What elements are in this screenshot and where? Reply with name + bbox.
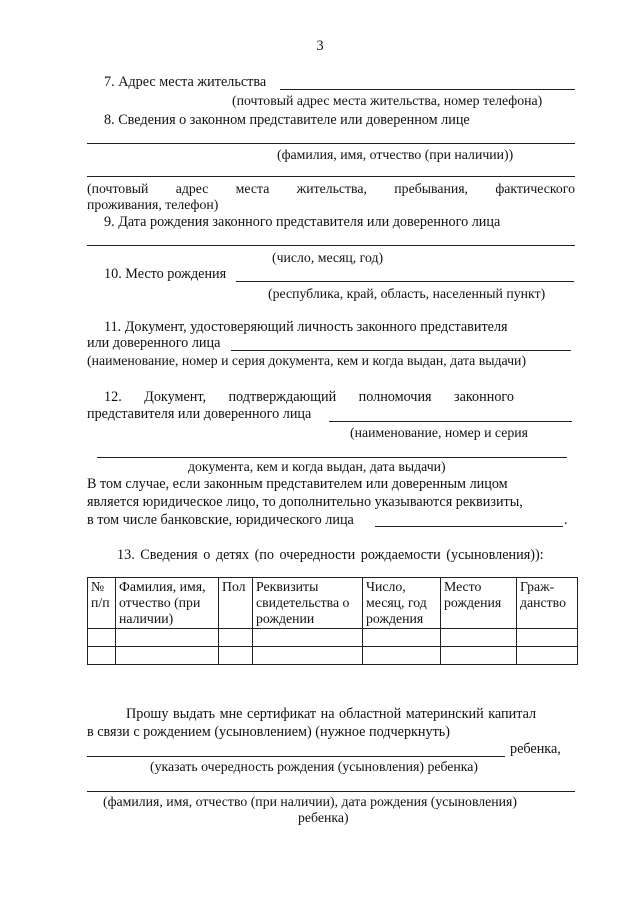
col-header-fio: Фамилия, имя, отчество (при наличии) xyxy=(116,578,219,629)
item10-caption: (республика, край, область, населенный пункт) xyxy=(268,286,546,301)
table-cell[interactable] xyxy=(116,629,219,647)
item8-fio-field[interactable] xyxy=(87,143,575,144)
children-table xyxy=(87,577,578,665)
page-number: 3 xyxy=(316,38,324,54)
table-cell[interactable] xyxy=(88,647,116,665)
col-header-certificate: Реквизиты свидетельства о рождении xyxy=(253,578,363,629)
table-cell[interactable] xyxy=(116,647,219,665)
request-line1: Прошу выдать мне сертификат на областной материнский капитал xyxy=(126,706,537,722)
item7-caption: (почтовый адрес места жительства, номер телефона) xyxy=(232,93,543,108)
table-cell[interactable] xyxy=(253,647,363,665)
item8-address-field[interactable] xyxy=(87,176,575,177)
table-cell[interactable] xyxy=(88,629,116,647)
col-header-sex: Пол xyxy=(219,578,253,629)
request-order-field[interactable] xyxy=(87,756,505,757)
table-cell[interactable] xyxy=(517,647,578,665)
table-cell[interactable] xyxy=(219,629,253,647)
col-header-birthdate: Число, месяц, год рождения xyxy=(363,578,441,629)
table-cell[interactable] xyxy=(363,629,441,647)
col-header-birthplace: Место рождения xyxy=(441,578,517,629)
request-line2: в связи с рождением (усыновлением) (нужное подчеркнуть) xyxy=(87,724,451,740)
table-cell[interactable] xyxy=(517,629,578,647)
item11-line1: 11. Документ, удостоверяющий личность законного представителя xyxy=(104,319,508,335)
request-line3-end: ребенка, xyxy=(510,741,561,757)
item10-birthplace-field[interactable] xyxy=(236,281,574,282)
children-table-header xyxy=(88,578,578,629)
item12-document-field-2[interactable] xyxy=(97,457,567,458)
table-cell[interactable] xyxy=(441,629,517,647)
table-cell[interactable] xyxy=(441,647,517,665)
request-caption-order: (указать очередность рождения (усыновления) ребенка) xyxy=(150,759,479,774)
item12-caption-part1: (наименование, номер и серия xyxy=(350,425,528,440)
request-caption-child2: ребенка) xyxy=(298,810,349,825)
item12-caption-part2: документа, кем и когда выдан, дата выдачи) xyxy=(188,459,446,474)
item7-label: 7. Адрес места жительства xyxy=(104,74,267,90)
request-caption-child1: (фамилия, имя, отчество (при наличии), дата рождения (усыновления) xyxy=(103,794,517,809)
item12-legal-details-field[interactable] xyxy=(375,526,563,527)
item12-document-field[interactable] xyxy=(329,421,572,422)
table-cell[interactable] xyxy=(363,647,441,665)
item12-line2: представителя или доверенного лица xyxy=(87,406,312,422)
item9-label: 9. Дата рождения законного представителя или доверенного лица xyxy=(104,214,501,230)
table-cell[interactable] xyxy=(219,647,253,665)
item11-line2: или доверенного лица xyxy=(87,335,221,351)
col-header-number: № п/п xyxy=(88,578,116,629)
item8-label: 8. Сведения о законном представителе или доверенном лице xyxy=(104,112,470,128)
item8-caption-address: (почтовый адрес места жительства, пребывания, фактического xyxy=(87,181,575,196)
item12-line1: 12. Документ, подтверждающий полномочия законного xyxy=(104,389,514,405)
item12-legal-line2: является юридическое лицо, то дополнительно указываются реквизиты, xyxy=(87,494,523,510)
item12-legal-line1: В том случае, если законным представителем или доверенным лицом xyxy=(87,476,508,492)
item12-legal-end: . xyxy=(564,512,568,528)
table-row xyxy=(88,629,578,647)
item13-label: 13. Сведения о детях (по очередности рождаемости (усыновления)): xyxy=(117,547,544,563)
table-cell[interactable] xyxy=(253,629,363,647)
item11-document-field[interactable] xyxy=(231,350,571,351)
col-header-citizenship: Граж-данство xyxy=(517,578,578,629)
item9-caption: (число, месяц, год) xyxy=(272,250,384,265)
item8-caption-address-line2: проживания, телефон) xyxy=(87,197,219,212)
item7-address-field[interactable] xyxy=(280,89,575,90)
item8-caption-fio: (фамилия, имя, отчество (при наличии)) xyxy=(277,147,514,162)
item12-legal-line3: в том числе банковские, юридического лица xyxy=(87,512,354,528)
item11-caption: (наименование, номер и серия документа, кем и когда выдан, дата выдачи) xyxy=(87,353,527,368)
item9-birthdate-field[interactable] xyxy=(87,245,575,246)
request-child-field[interactable] xyxy=(87,791,575,792)
table-row xyxy=(88,647,578,665)
item10-label: 10. Место рождения xyxy=(104,266,227,282)
